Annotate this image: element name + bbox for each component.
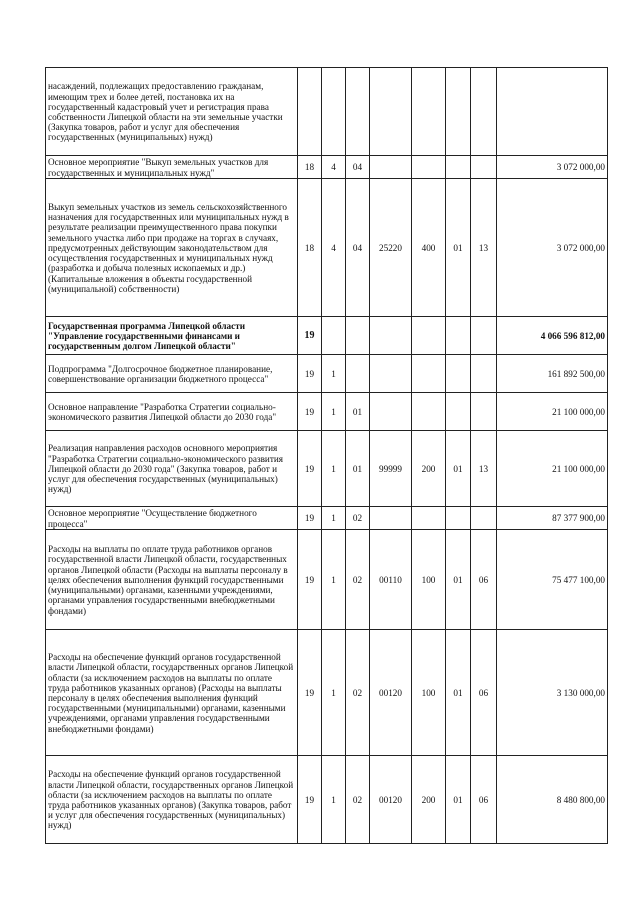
cell-amount: 161 892 500,00 [497, 355, 608, 393]
cell-name: Расходы на выплаты по оплате труда работников органов государственной власти Липецкой области, государственных органов Липецкой области (Расходы на выплаты персоналу в целях обеспечения выполнения функций государственными (муниципальными) органами, казенными учреждениями, органами управления государственными внебюджетными фондами) [46, 530, 298, 630]
table-row [46, 507, 608, 530]
table-row [46, 179, 608, 317]
cell-direction-code [370, 393, 412, 431]
cell-subsection-code: 13 [471, 179, 497, 317]
cell-name: Основное мероприятие "Осуществление бюджетного процесса" [46, 507, 298, 530]
cell-measure-code: 02 [346, 507, 370, 530]
cell-direction-code [370, 156, 412, 179]
cell-measure-code: 02 [346, 530, 370, 630]
cell-subprogram-code: 1 [322, 431, 346, 507]
cell-direction-code: 25220 [370, 179, 412, 317]
table-row [46, 431, 608, 507]
cell-name: Подпрограмма "Долгосрочное бюджетное планирование, совершенствование организации бюджетного процесса" [46, 355, 298, 393]
cell-expense-type-code [412, 68, 446, 156]
table-row [46, 156, 608, 179]
cell-subprogram-code: 1 [322, 630, 346, 756]
cell-program-code: 19 [298, 317, 322, 355]
cell-expense-type-code [412, 355, 446, 393]
cell-direction-code: 00110 [370, 530, 412, 630]
cell-section-code: 01 [446, 530, 471, 630]
cell-subprogram-code: 1 [322, 393, 346, 431]
cell-name: Расходы на обеспечение функций органов государственной власти Липецкой области, государственных органов Липецкой области (за исключением расходов на выплаты по оплате труда работников указанных органов) (Расходы на выплаты персоналу в целях обеспечения выполнения функций государственными (муниципальными) органами, казенными учреждениями, органами управления государственными внебюджетными фондами) [46, 630, 298, 756]
cell-subprogram-code: 1 [322, 507, 346, 530]
cell-measure-code: 01 [346, 431, 370, 507]
cell-name: Реализация направления расходов основного мероприятия "Разработка Стратегии социально-экономического развития Липецкой области до 2030 года" (Закупка товаров, работ и услуг для обеспечения государственных (муниципальных) нужд) [46, 431, 298, 507]
cell-section-code [446, 317, 471, 355]
cell-amount: 3 072 000,00 [497, 156, 608, 179]
cell-program-code: 19 [298, 530, 322, 630]
table-row [46, 756, 608, 844]
cell-program-code: 19 [298, 630, 322, 756]
cell-direction-code [370, 317, 412, 355]
cell-subprogram-code [322, 68, 346, 156]
cell-expense-type-code [412, 156, 446, 179]
cell-program-code [298, 68, 322, 156]
table-row [46, 68, 608, 156]
cell-subsection-code [471, 393, 497, 431]
cell-amount: 3 072 000,00 [497, 179, 608, 317]
cell-direction-code: 99999 [370, 431, 412, 507]
cell-expense-type-code: 400 [412, 179, 446, 317]
cell-direction-code: 00120 [370, 630, 412, 756]
cell-name: насаждений, подлежащих предоставлению гражданам, имеющим трех и более детей, постановка их на государственный кадастровый учет и регистрация права собственности Липецкой области на эти земельные участки (Закупка товаров, работ и услуг для обеспечения государственных (муниципальных) нужд) [46, 68, 298, 156]
cell-measure-code [346, 317, 370, 355]
cell-expense-type-code: 200 [412, 431, 446, 507]
table-row [46, 355, 608, 393]
cell-subsection-code: 06 [471, 756, 497, 844]
cell-amount: 8 480 800,00 [497, 756, 608, 844]
cell-name: Государственная программа Липецкой области "Управление государственными финансами и государственным долгом Липецкой области" [46, 317, 298, 355]
cell-program-code: 19 [298, 393, 322, 431]
cell-expense-type-code [412, 507, 446, 530]
cell-name: Расходы на обеспечение функций органов государственной власти Липецкой области, государственных органов Липецкой области (за исключением расходов на выплаты по оплате труда работников указанных органов) (Закупка товаров, работ и услуг для обеспечения государственных (муниципальных) нужд) [46, 756, 298, 844]
cell-measure-code: 01 [346, 393, 370, 431]
cell-program-code: 18 [298, 156, 322, 179]
cell-section-code [446, 156, 471, 179]
cell-name: Основное направление "Разработка Стратегии социально-экономического развития Липецкой области до 2030 года" [46, 393, 298, 431]
cell-expense-type-code [412, 393, 446, 431]
cell-measure-code: 02 [346, 630, 370, 756]
cell-direction-code: 00120 [370, 756, 412, 844]
cell-subsection-code [471, 317, 497, 355]
cell-section-code: 01 [446, 756, 471, 844]
table-row [46, 630, 608, 756]
cell-subsection-code [471, 507, 497, 530]
table-body [46, 68, 608, 844]
cell-program-code: 18 [298, 179, 322, 317]
cell-subprogram-code: 1 [322, 756, 346, 844]
cell-amount: 4 066 596 812,00 [497, 317, 608, 355]
cell-subprogram-code: 4 [322, 156, 346, 179]
cell-measure-code: 02 [346, 756, 370, 844]
cell-amount [497, 68, 608, 156]
cell-expense-type-code: 200 [412, 756, 446, 844]
cell-section-code: 01 [446, 431, 471, 507]
table-row [46, 530, 608, 630]
cell-amount: 21 100 000,00 [497, 431, 608, 507]
cell-section-code [446, 507, 471, 530]
cell-section-code: 01 [446, 630, 471, 756]
cell-amount: 21 100 000,00 [497, 393, 608, 431]
cell-program-code: 19 [298, 355, 322, 393]
cell-subsection-code [471, 355, 497, 393]
cell-program-code: 19 [298, 507, 322, 530]
cell-expense-type-code [412, 317, 446, 355]
cell-section-code [446, 68, 471, 156]
cell-subsection-code [471, 68, 497, 156]
cell-section-code [446, 393, 471, 431]
cell-subsection-code [471, 156, 497, 179]
cell-direction-code [370, 507, 412, 530]
budget-table [45, 67, 608, 844]
cell-program-code: 19 [298, 756, 322, 844]
cell-subsection-code: 06 [471, 530, 497, 630]
cell-section-code [446, 355, 471, 393]
cell-measure-code [346, 68, 370, 156]
table-row [46, 317, 608, 355]
cell-subprogram-code: 4 [322, 179, 346, 317]
cell-measure-code [346, 355, 370, 393]
cell-measure-code: 04 [346, 156, 370, 179]
cell-measure-code: 04 [346, 179, 370, 317]
cell-subprogram-code: 1 [322, 530, 346, 630]
cell-name: Основное мероприятие "Выкуп земельных участков для государственных и муниципальных нужд" [46, 156, 298, 179]
cell-subsection-code: 13 [471, 431, 497, 507]
cell-amount: 3 130 000,00 [497, 630, 608, 756]
cell-direction-code [370, 68, 412, 156]
cell-name: Выкуп земельных участков из земель сельскохозяйственного назначения для государственных или муниципальных нужд в результате реализации преимущественного права покупки земельного участка либо при продаже на торгах в случаях, предусмотренных действующим законодательством для осуществления государственных и муниципальных нужд (разработка и добыча полезных ископаемых и др.) (Капитальные вложения в объекты государственной (муниципальной) собственности) [46, 179, 298, 317]
cell-amount: 75 477 100,00 [497, 530, 608, 630]
cell-expense-type-code: 100 [412, 630, 446, 756]
cell-subprogram-code: 1 [322, 355, 346, 393]
cell-expense-type-code: 100 [412, 530, 446, 630]
cell-subprogram-code [322, 317, 346, 355]
cell-direction-code [370, 355, 412, 393]
cell-subsection-code: 06 [471, 630, 497, 756]
cell-program-code: 19 [298, 431, 322, 507]
cell-section-code: 01 [446, 179, 471, 317]
cell-amount: 87 377 900,00 [497, 507, 608, 530]
table-row [46, 393, 608, 431]
